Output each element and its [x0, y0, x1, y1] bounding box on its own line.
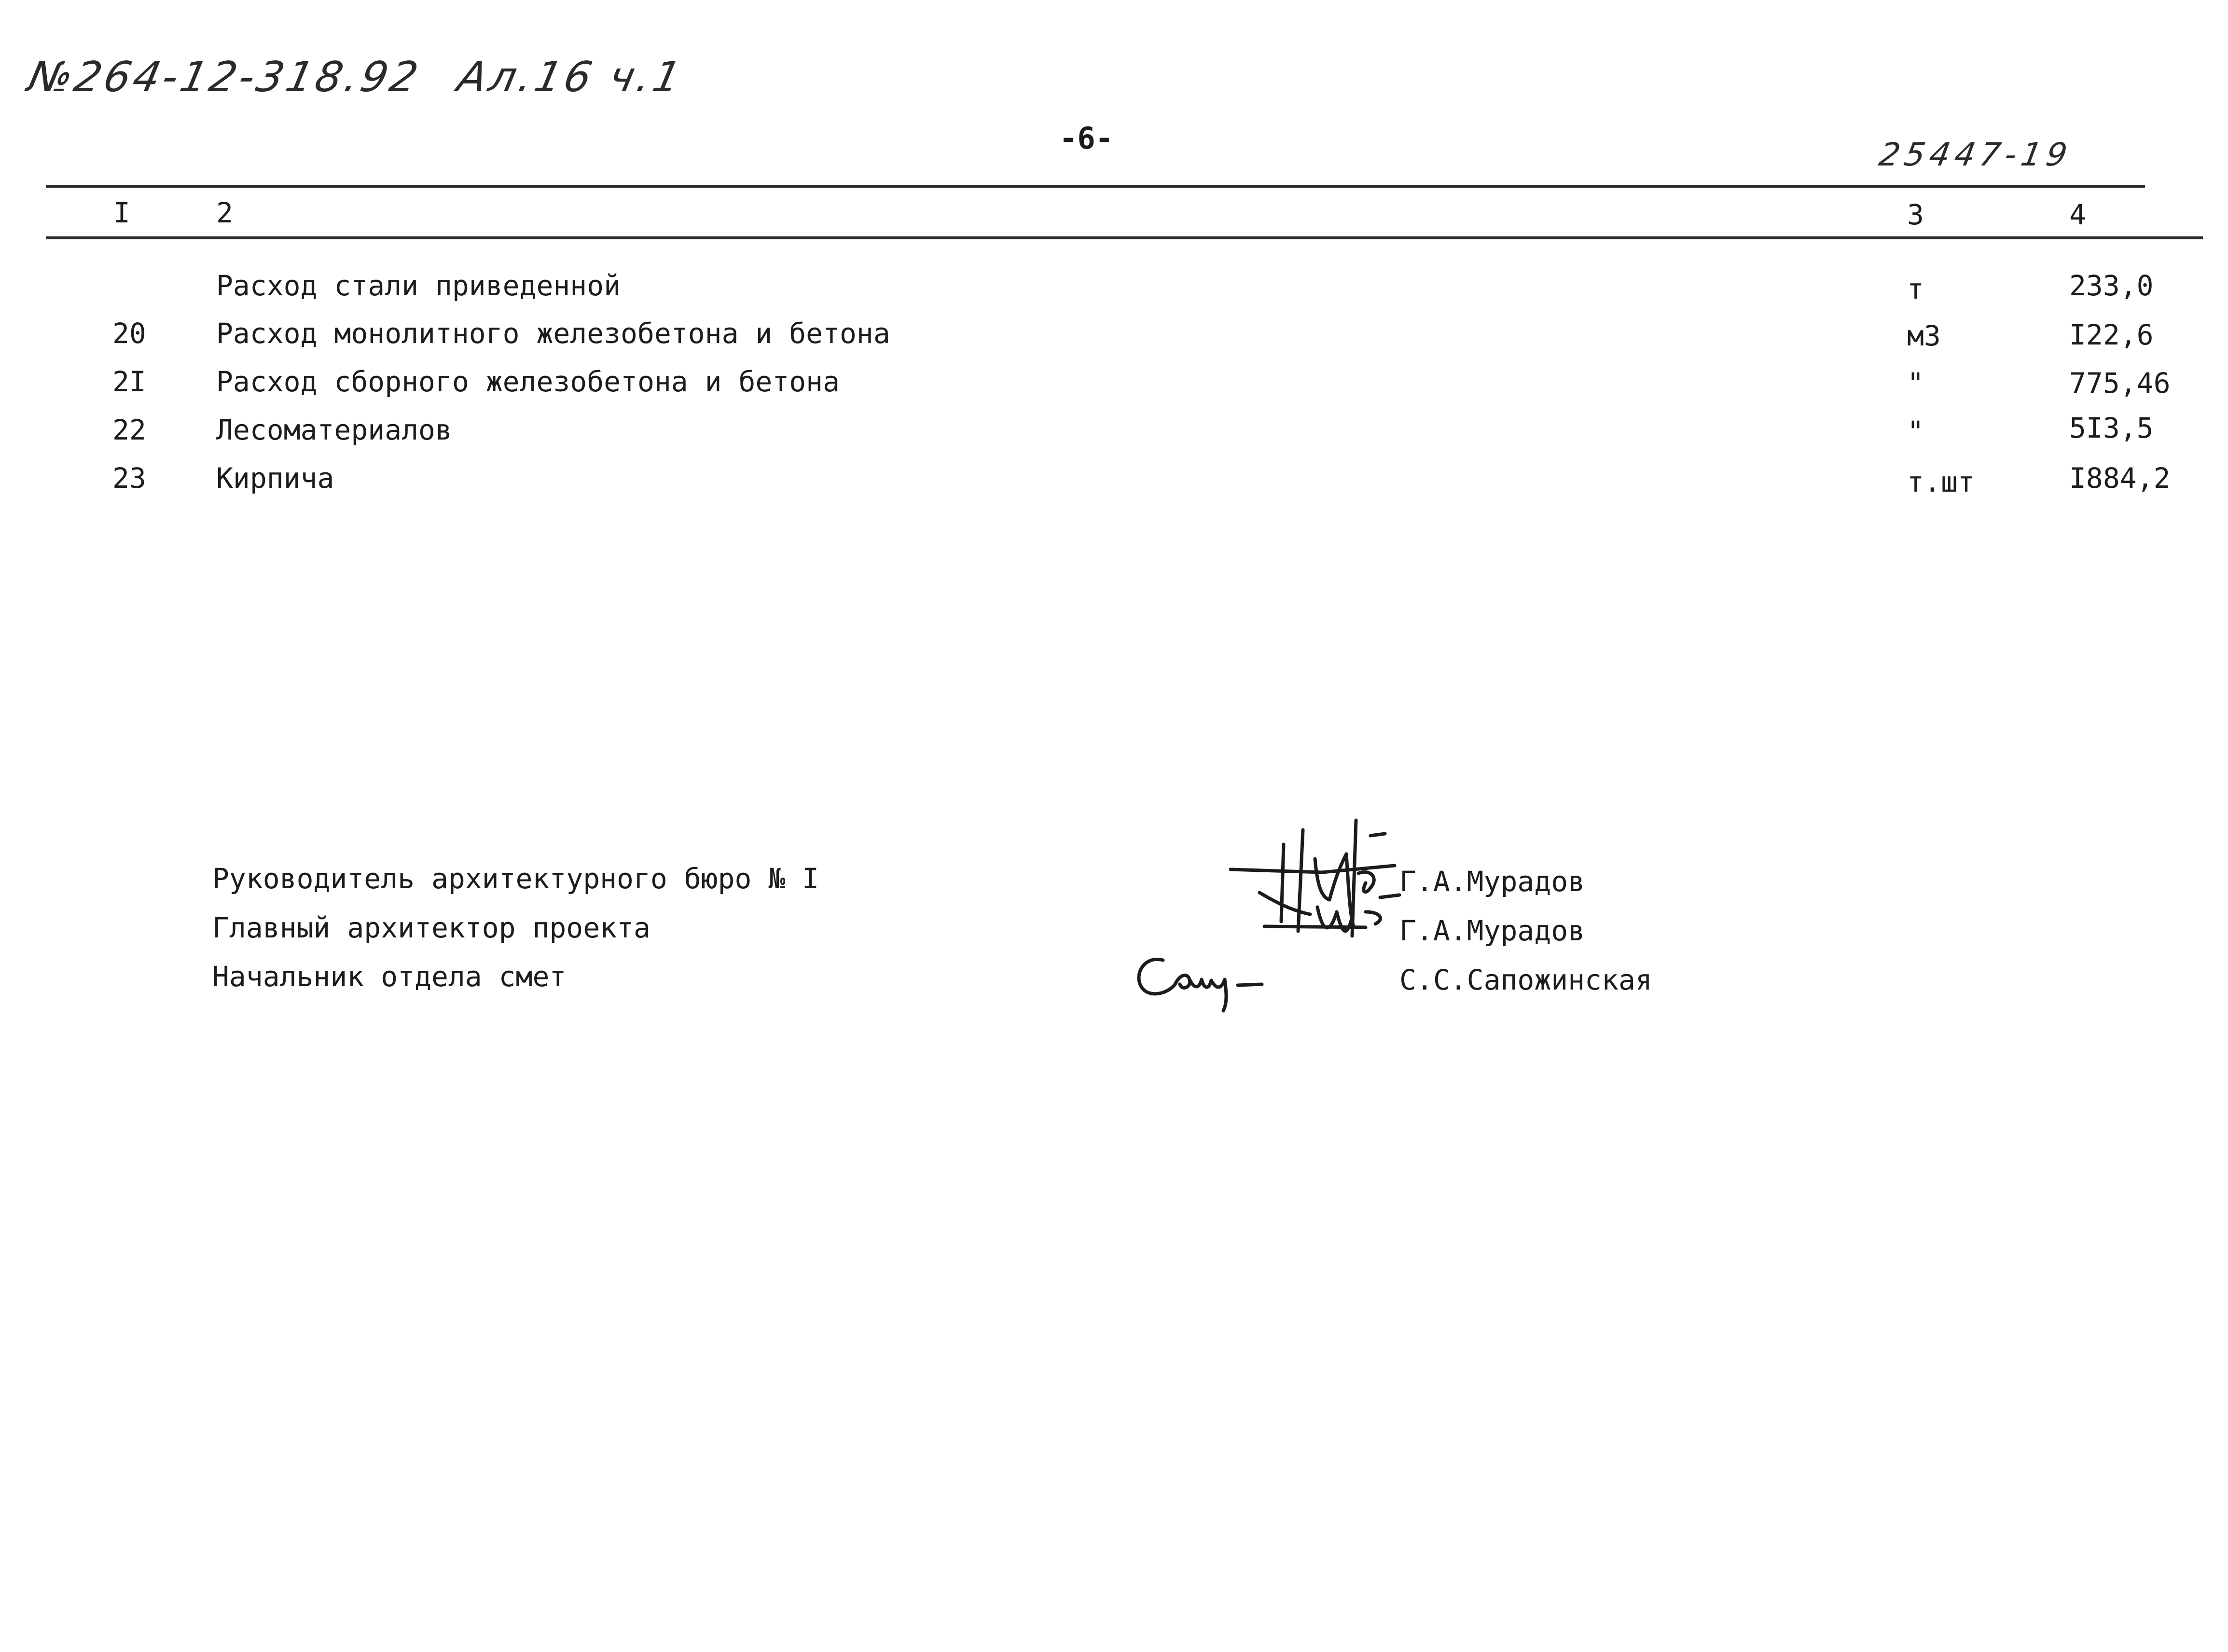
row-number: 2I	[112, 365, 146, 398]
column-header-1: I	[113, 196, 130, 229]
row-number: 23	[112, 462, 146, 495]
row-name: Расход стали приведенной	[216, 269, 621, 302]
handwritten-ref-number: №264-12-318.92	[24, 53, 425, 101]
column-header-3: 3	[1907, 198, 1924, 231]
page-number: -6-	[1059, 121, 1113, 156]
row-value: 5I3,5	[2069, 412, 2154, 444]
row-name: Лесоматериалов	[216, 413, 452, 446]
row-value: 233,0	[2069, 269, 2154, 302]
column-header-4: 4	[2069, 198, 2086, 231]
table-top-rule	[46, 185, 2145, 188]
archive-number: 25447-19	[1876, 136, 2075, 173]
row-unit: т	[1907, 273, 1924, 305]
row-number: 22	[112, 413, 146, 446]
handwritten-sheet-ref: Ал.16 ч.1	[453, 53, 688, 101]
signer-name: Г.А.Мурадов	[1399, 914, 1585, 947]
row-name: Расход монолитного железобетона и бетона	[216, 317, 890, 350]
row-unit: "	[1907, 367, 1924, 399]
signer-name: Г.А.Мурадов	[1399, 865, 1585, 898]
signer-title: Начальник отдела смет	[212, 960, 567, 993]
handwritten-document-reference	[24, 53, 688, 101]
row-value: I884,2	[2069, 462, 2171, 495]
signer-title: Руководитель архитектурного бюро № I	[212, 862, 819, 895]
handwritten-signature-sapozhinskaya	[1129, 946, 1274, 1018]
column-header-2: 2	[216, 196, 233, 229]
row-unit: "	[1907, 415, 1924, 448]
row-name: Кирпича	[216, 462, 334, 495]
row-unit: м3	[1907, 319, 1941, 352]
signer-title: Главный архитектор проекта	[212, 911, 650, 944]
signer-name: С.С.Сапожинская	[1399, 964, 1652, 996]
row-number: 20	[112, 317, 146, 350]
row-unit: т.шт	[1907, 466, 1975, 498]
row-value: I22,6	[2069, 318, 2154, 351]
handwritten-signature-muradov	[1226, 815, 1409, 960]
row-value: 775,46	[2069, 367, 2171, 399]
row-name: Расход сборного железобетона и бетона	[216, 365, 840, 398]
table-header-rule	[46, 236, 2203, 239]
